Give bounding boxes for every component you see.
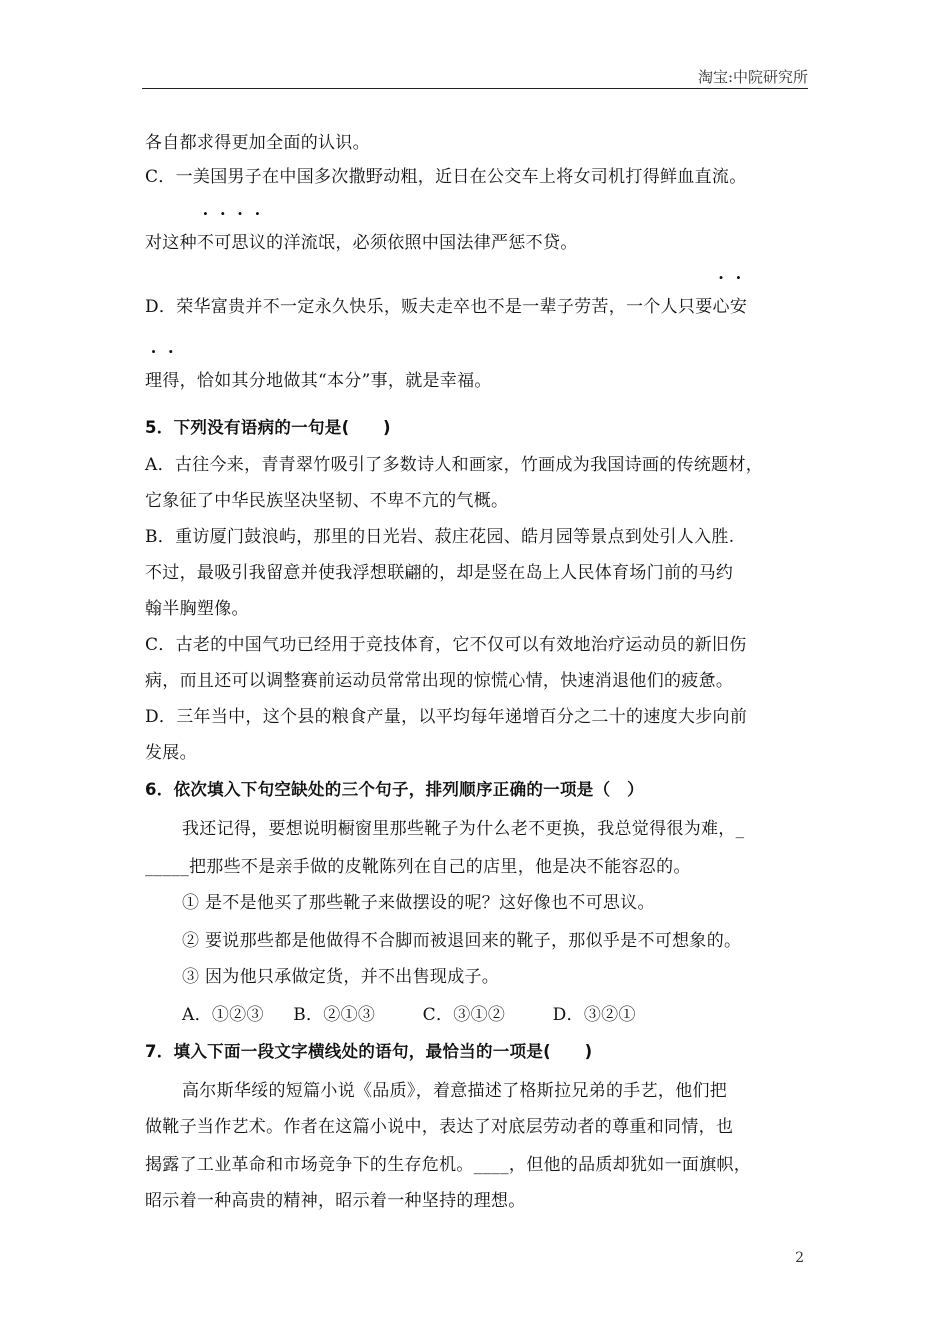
q6-item: ③ 因为他只承做定货，并不出售现成子。 xyxy=(182,967,500,987)
emphasis-char: 得 xyxy=(162,371,180,391)
q7-line: 昭示着一种高贵的精神，昭示着一种坚持的理想。 xyxy=(145,1191,526,1211)
q6-item: ① 是不是他买了那些靴子来做摆设的呢？这好像也不可思议。 xyxy=(182,893,655,913)
q6-title: 6．依次填入下句空缺处的三个句子，排列顺序正确的一项是（ ） xyxy=(145,780,644,799)
emphasis-char: 可 xyxy=(214,233,232,253)
q5-line: 它象征了中华民族坚决坚韧、不卑不亢的气概。 xyxy=(145,491,509,511)
header-source: 淘宝:中院研究所 xyxy=(697,68,808,86)
q4-c-post: 的洋流氓，必须依照中国法律严惩不贷。 xyxy=(266,233,578,253)
q4-a-tail: 各自都求得更加全面的认识。 xyxy=(145,133,370,153)
q6-item: ② 要说那些都是他做得不合脚而被退回来的靴子，那似乎是不可想象的。 xyxy=(182,931,742,951)
q5-line: A．古往今来，青青翠竹吸引了多数诗人和画家，竹画成为我国诗画的传统题材， xyxy=(145,455,764,475)
q7-line: 揭露了工业革命和市场竞争下的生存危机。____，但他的品质却犹如一面旗帜， xyxy=(145,1155,752,1175)
q7-line: 高尔斯华绥的短篇小说《品质》，着意描述了格斯拉兄弟的手艺，他们把 xyxy=(182,1081,728,1101)
q4-c-pre: 对这种 xyxy=(145,233,197,253)
q5-line: 不过，最吸引我留意并使我浮想联翩的，却是竖在岛上人民体育场门前的马约 xyxy=(145,563,734,583)
q6-option-c: C．③①② xyxy=(422,1005,506,1025)
emphasis-char: 心 xyxy=(712,297,730,317)
header-rule xyxy=(142,88,808,89)
emphasis-char: 安 xyxy=(729,297,748,317)
q6-option-b: B．②①③ xyxy=(293,1005,376,1025)
q5-line: 发展。 xyxy=(145,743,197,763)
q6-passage-line2: _____把那些不是亲手做的皮靴陈列在自己的店里，他是决不能容忍的。 xyxy=(145,857,691,877)
q4-option-c-line2 xyxy=(145,228,578,253)
q6-option-a: A．①②③ xyxy=(182,1005,264,1025)
q5-line: C．古老的中国气功已经用于竞技体育，它不仅可以有效地治疗运动员的新旧伤 xyxy=(145,635,747,655)
q7-line: 做靴子当作艺术。作者在这篇小说中，表达了对底层劳动者的尊重和同情，也 xyxy=(145,1117,734,1137)
q4-option-d-line2 xyxy=(145,366,492,391)
emphasis-char: 思 xyxy=(231,233,249,253)
q7-title: 7．填入下面一段文字横线处的语句，最恰当的一项是( ) xyxy=(145,1042,593,1061)
q5-line: 病，而且还可以调整赛前运动员常常出现的惊慌心情，快速消退他们的疲惫。 xyxy=(145,671,734,691)
q5-line: D．三年当中，这个县的粮食产量，以平均每年递增百分之二十的速度大步向前 xyxy=(145,707,748,727)
emphasis-char: 不 xyxy=(196,233,215,253)
q5-line: 翰半胸塑像。 xyxy=(145,599,249,619)
emphasis-char: 理 xyxy=(145,371,163,391)
page-number: 2 xyxy=(795,1250,804,1266)
emphasis-char: 议 xyxy=(248,233,267,253)
q6-options xyxy=(182,1000,636,1025)
q5-title: 5．下列没有语病的一句是( ) xyxy=(145,418,391,437)
q4-option-d-line1 xyxy=(145,292,747,317)
q6-option-d: D．③②① xyxy=(552,1005,636,1025)
q4-d-pre: D．荣华富贵并不一定永久快乐，贩夫走卒也不是一辈子劳苦，一个人只要 xyxy=(145,297,713,317)
q6-passage-line1: 我还记得，要想说明橱窗里那些靴子为什么老不更换，我总觉得很为难，_ xyxy=(182,819,745,839)
q5-line: B．重访厦门鼓浪屿，那里的日光岩、菽庄花园、皓月园等景点到处引人入胜. xyxy=(145,527,735,547)
q4-d-post: ，恰如其分地做其“本分”事，就是幸福。 xyxy=(179,371,492,391)
q4-option-c-line1: C．一美国男子在中国多次撒野动粗，近日在公交车上将女司机打得鲜血直流。 xyxy=(145,167,747,187)
